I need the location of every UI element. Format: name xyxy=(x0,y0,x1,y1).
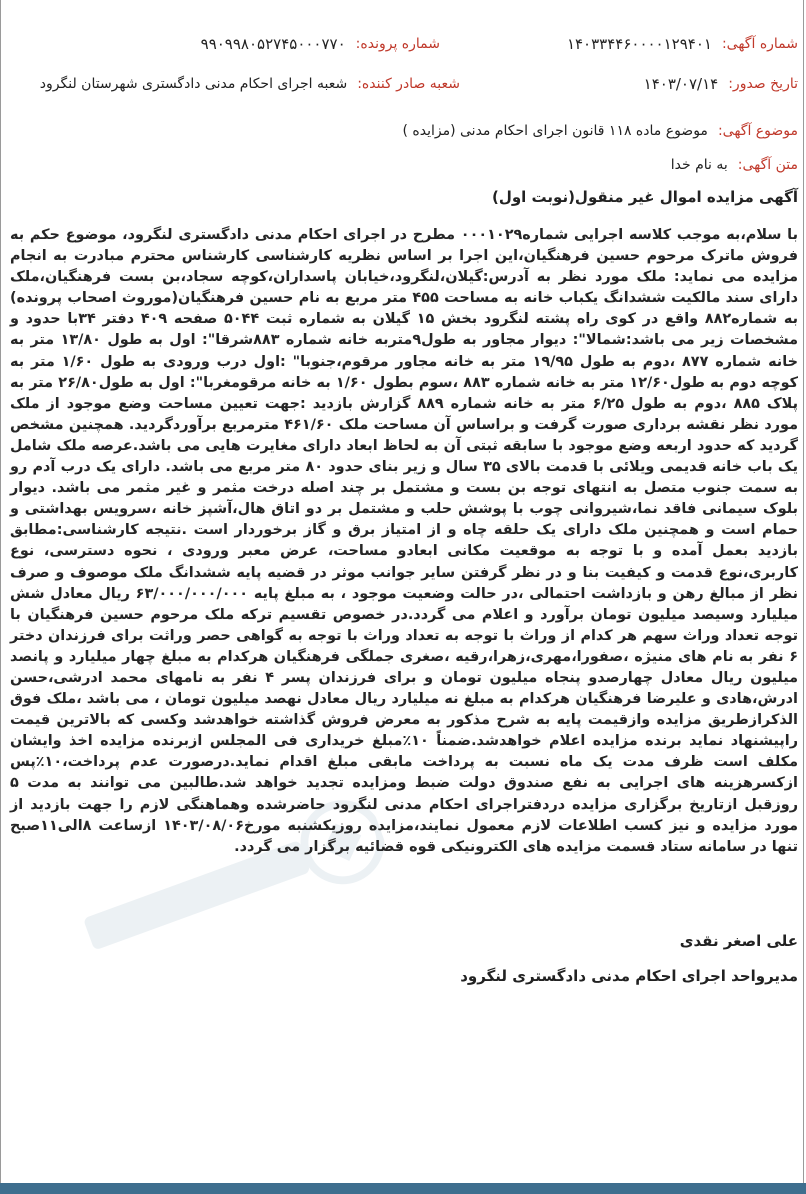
issuing-branch-row xyxy=(40,74,460,94)
issue-date-label: تاریخ صدور: xyxy=(728,76,798,92)
notice-number-label: شماره آگهی: xyxy=(721,36,798,52)
issue-date-row xyxy=(644,74,798,94)
signer-title: مدیرواحد اجرای احکام مدنی دادگستری لنگرود xyxy=(460,967,798,985)
notice-number-value: ۱۴۰۳۳۴۴۶۰۰۰۰۱۲۹۴۰۱ xyxy=(566,35,712,53)
bottom-bar xyxy=(0,1183,806,1194)
notice-number-row xyxy=(567,34,798,54)
notice-title: آگهی مزایده اموال غیر منقول(نوبت اول) xyxy=(491,188,798,206)
issuing-branch-label: شعبه صادر کننده: xyxy=(357,76,460,92)
notice-text-row xyxy=(671,155,798,175)
notice-text-label: متن آگهی: xyxy=(737,157,798,173)
subject-label: موضوع آگهی: xyxy=(717,123,798,139)
issue-date-value: ۱۴۰۳/۰۷/۱۴ xyxy=(643,75,719,93)
file-number-value: ۹۹۰۹۹۸۰۵۲۷۴۵۰۰۰۷۷۰ xyxy=(200,35,346,53)
file-number-label: شماره پرونده: xyxy=(355,36,440,52)
notice-text-value: به نام خدا xyxy=(670,157,728,173)
signer-name: علی اصغر نقدی xyxy=(679,932,798,950)
subject-row xyxy=(402,121,798,141)
file-number-row xyxy=(201,34,440,54)
issuing-branch-value: شعبه اجرای احکام مدنی دادگستری شهرستان لنگرود xyxy=(39,76,348,92)
subject-value: موضوع ماده ۱۱۸ قانون اجرای احکام مدنی (مزایده ) xyxy=(402,123,708,139)
notice-body: با سلام،به موجب کلاسه اجرایی شماره۰۰۰۱۰۲۹ مطرح در اجرای احکام مدنی دادگستری لنگرود، موضوع حکم به فروش ماترک مرحوم حسین فرهنگیان،این اجرا بر اساس نظریه کارشناسی کارشناس محترم مبادرت به انجام مزایده می نماید: ملک مورد نظر به آدرس:گیلان،لنگرود،خیابان پاسداران،کوچه سجاد،بن بست فرهنگیان،ملک دارای سند مالکیت ششدانگ یکباب خانه به مساحت ۴۵۵ متر مربع به نام حسین فرهنگیان(موروث اصحاب پرونده) به شماره۸۸۲ واقع در کوی راه پشته لنگرود بخش ۱۵ گیلان به شماره ثبت ۵۰۴۴ صفحه ۴۰۹ دفتر ۳۴با حدود و مشخصات زیر می باشد:شمالا": دیوار مجاور به طول۹متربه خانه شماره ۸۸۳شرقا": اول به طول ۱۳/۸۰ متر به خانه شماره ۸۷۷ ،دوم به طول ۱۹/۹۵ متر به خانه مجاور مرقوم،جنوبا" :اول درب ورودی به طول ۱/۶۰ متر به کوچه دوم به طول۱۲/۶۰ متر به خانه شماره ۸۸۳ ،سوم بطول ۱/۶۰ به خانه مرقومغربا": اول به طول۲۶/۸۰ متر به پلاک ۸۸۵ ،دوم به طول ۶/۲۵ متر به خانه شماره ۸۸۹ گزارش بازدید :جهت تعیین مساحت وضع موجود از ملک مورد نظر نقشه برداری صورت گرفت و براساس آن مساحت ملک ۴۶۱/۶۰ مترمربع برآوردگردید. همچنین مشخص گردید که حدود اربعه وضع موجود با سابقه ثبتی آن به لحاظ ابعاد دارای مغایرت هایی می باشد.عرصه ملک شامل یک باب خانه قدیمی ویلائی با قدمت بالای ۳۵ سال و زیر بنای حدود ۸۰ متر مربع می باشد. دارای یک درب آدم رو به سمت جنوب متصل به انتهای توجه بن بست و مشتمل بر چند اصله درخت مثمر و غیر مثمر می باشد. دیوار بلوک سیمانی فاقد نما،شیروانی چوب با پوشش حلب و مشتمل بر دو اتاق هال،آشپز خانه ،سرویس بهداشتی و حمام است و همچنین ملک دارای یک حلقه چاه و از امتیاز برق و گاز برخوردار است .نتیجه کارشناسی:مطابق بازدید بعمل آمده و با توجه به موقعیت مکانی ابعادو مساحت، عرض معبر ورودی ، نحوه دسترسی، نوع کاربری،نوع قدمت و کیفیت بنا و در نظر گرفتن سایر جوانب موثر در قضیه پایه ششدانگ ملک موصوف و صرف نظر از مبالغ رهن و بازداشت احتمالی ،در حالت وضعیت موجود ، به مبلغ پایه ۶۳/۰۰۰/۰۰۰/۰۰۰ ریال معادل شش میلیارد وسیصد میلیون تومان برآورد و اعلام می گردد.در خصوص تقسیم ترکه ملک مرحوم حسین فرهنگیان با توجه تعداد وراث سهم هر کدام از وراث با توجه به تعداد وراث با توجه به گواهی حصر وراثت برای فرزندان دختر ۶ نفر به نام های منیژه ،صفورا،مهری،زهرا،رقیه ،صغری جملگی فرهنگیان هرکدام به مبلغ چهار میلیارد و پانصد میلیون ریال معادل چهارصدو پنجاه میلیون تومان و برای فرزندان پسر ۴ نفر به نامهای محمد ادرشی،حسن ادرش،هادی و علیرضا فرهنگیان هرکدام به مبلغ نه میلیارد ریال معادل نهصد میلیون تومان ، می باشد ،ملک فوق الذکرازطریق مزایده وازقیمت پایه به شرح مذکور به معرض فروش گذاشته خواهدشد وکسی که بالاترین قیمت راپیشنهاد نماید برنده مزایده اعلام خواهدشد.ضمناً ۱۰٪مبلغ خریداری فی المجلس ازبرنده مزایده اخذ وایشان مکلف است ظرف مدت یک ماه نسبت به پرداخت مابقی مبلغ اقدام نماید.درصورت عدم پرداخت،۱۰٪پس ازکسرهزینه های اجرایی به نفع صندوق دولت ضبط ومزایده تجدید خواهد شد.طالبین می توانند به مدت ۵ روزقبل ازتاریخ برگزاری مزایده دردفتراجرای احکام مدنی لنگرود حاضرشده وهماهنگی لازم را جهت بازدید از مورد مزایده و نیز کسب اطلاعات لازم معمول نمایند،مزایده روزیکشنبه مورخ۱۴۰۳/۰۸/۰۶ ازساعت ۸الی۱۱صبح تنها در سامانه ستاد قسمت مزایده های الکترونیکی قوه قضائیه برگزار می گردد. xyxy=(10,227,799,855)
